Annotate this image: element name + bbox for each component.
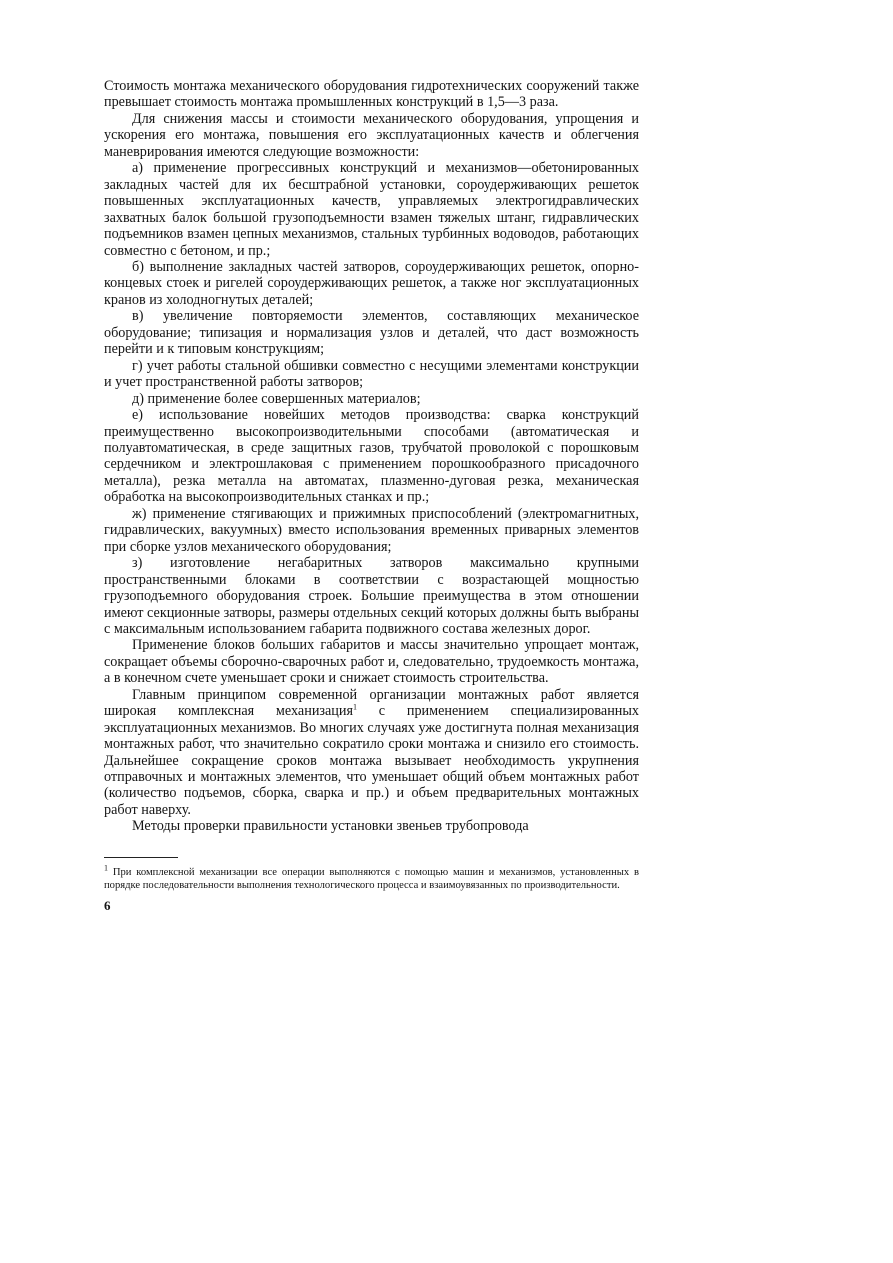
- list-item-d: д) применение более совершенных материалов;: [132, 390, 421, 407]
- page-number: 6: [104, 897, 111, 913]
- paragraph-methods: Методы проверки правильности установки звеньев трубопровода: [132, 818, 529, 835]
- list-item-a: а) применение прогрессивных конструкций и механизмов—обетонированных закладных частей для их бесштрабной установки, сороудерживающих решеток повышенных эксплуатационных качеств, управляемых электрогидравлических захватных балок большой грузоподъемности взамен тяжелых штанг, гидравлических подъемников взамен цепных механизмов, стальных турбинных водоводов, работающих совместно с бетоном, и пр.;: [104, 160, 639, 259]
- document-page: [104, 78, 639, 914]
- paragraph-intro: Стоимость монтажа механического оборудования гидротехнических сооружений также превышает стоимость монтажа промышленных конструкций в 1,5—3 раза.: [104, 78, 639, 111]
- footnote-reference: 1: [353, 702, 358, 712]
- footnote-mark: 1: [104, 863, 108, 873]
- paragraph-blocks: Применение блоков больших габаритов и массы значительно упрощает монтаж, сокращает объемы сборочно-сварочных работ и, следовательно, трудоемкость монтажа, а в конечном счете уменьшает сроки и снижает стоимость строительства.: [104, 637, 639, 687]
- footnote-divider: [104, 857, 178, 858]
- paragraph-mechanization-start: Главным принципом современной организации монтажных работ является широкая комплексная механизация: [104, 686, 639, 720]
- paragraph-mechanization-end: с применением специализированных эксплуатационных механизмов. Во многих случаях уже достигнута полная механизация монтажных работ, что значительно сократило сроки монтажа и снизило его стоимость. Дальнейшее сокращение сроков монтажа вызывает необходимость укрупнения отправочных и монтажных элементов, что уменьшает общий объем монтажных работ (количество подъемов, сборка, сварка и пр.) и объем предварительных монтажных работ наверху.: [104, 703, 639, 818]
- list-item-zh: ж) применение стягивающих и прижимных приспособлений (электромагнитных, гидравлических, вакуумных) вместо использования временных приварных элементов при сборке узлов механического оборудования;: [104, 505, 639, 555]
- paragraph-mechanization: [104, 687, 639, 819]
- footnote: [104, 863, 639, 892]
- list-item-b: б) выполнение закладных частей затворов, сороудерживающих решеток, опорно-концевых стоек и ригелей сороудерживающих решеток, а также ног эксплуатационных кранов из холодногнутых деталей;: [104, 258, 639, 308]
- list-item-v: в) увеличение повторяемости элементов, составляющих механическое оборудование; типизация и нормализация узлов и деталей, что даст возможность перейти и к типовым конструкциям;: [104, 308, 639, 358]
- list-item-z: з) изготовление негабаритных затворов максимально крупными пространственными блоками в соответствии с возрастающей мощностью грузоподъемного оборудования строек. Большие преимущества в этом отношении имеют секционные затворы, размеры отдельных секций которых должны быть выбраны с максимальным использованием габарита подвижного состава железных дорог.: [104, 555, 639, 637]
- footnote-text: При комплексной механизации все операции выполняются с помощью машин и механизмов, установленных в порядке последовательности выполнения технологического процесса и взаимоувязанных по производительности.: [104, 866, 639, 891]
- list-item-e: е) использование новейших методов производства: сварка конструкций преимущественно высокопроизводительными способами (автоматическая и полуавтоматическая, в среде защитных газов, трубчатой проволокой с порошковым сердечником и электрошлаковая с применением порошкообразного присадочного металла), резка металла на автоматах, плазменно-дуговая резка, механическая обработка на высокопроизводительных станках и пр.;: [104, 407, 639, 506]
- paragraph-possibilities: Для снижения массы и стоимости механического оборудования, упрощения и ускорения его монтажа, повышения его эксплуатационных качеств и облегчения маневрирования имеются следующие возможности:: [104, 110, 639, 160]
- list-item-g: г) учет работы стальной обшивки совместно с несущими элементами конструкции и учет пространственной работы затворов;: [104, 357, 639, 391]
